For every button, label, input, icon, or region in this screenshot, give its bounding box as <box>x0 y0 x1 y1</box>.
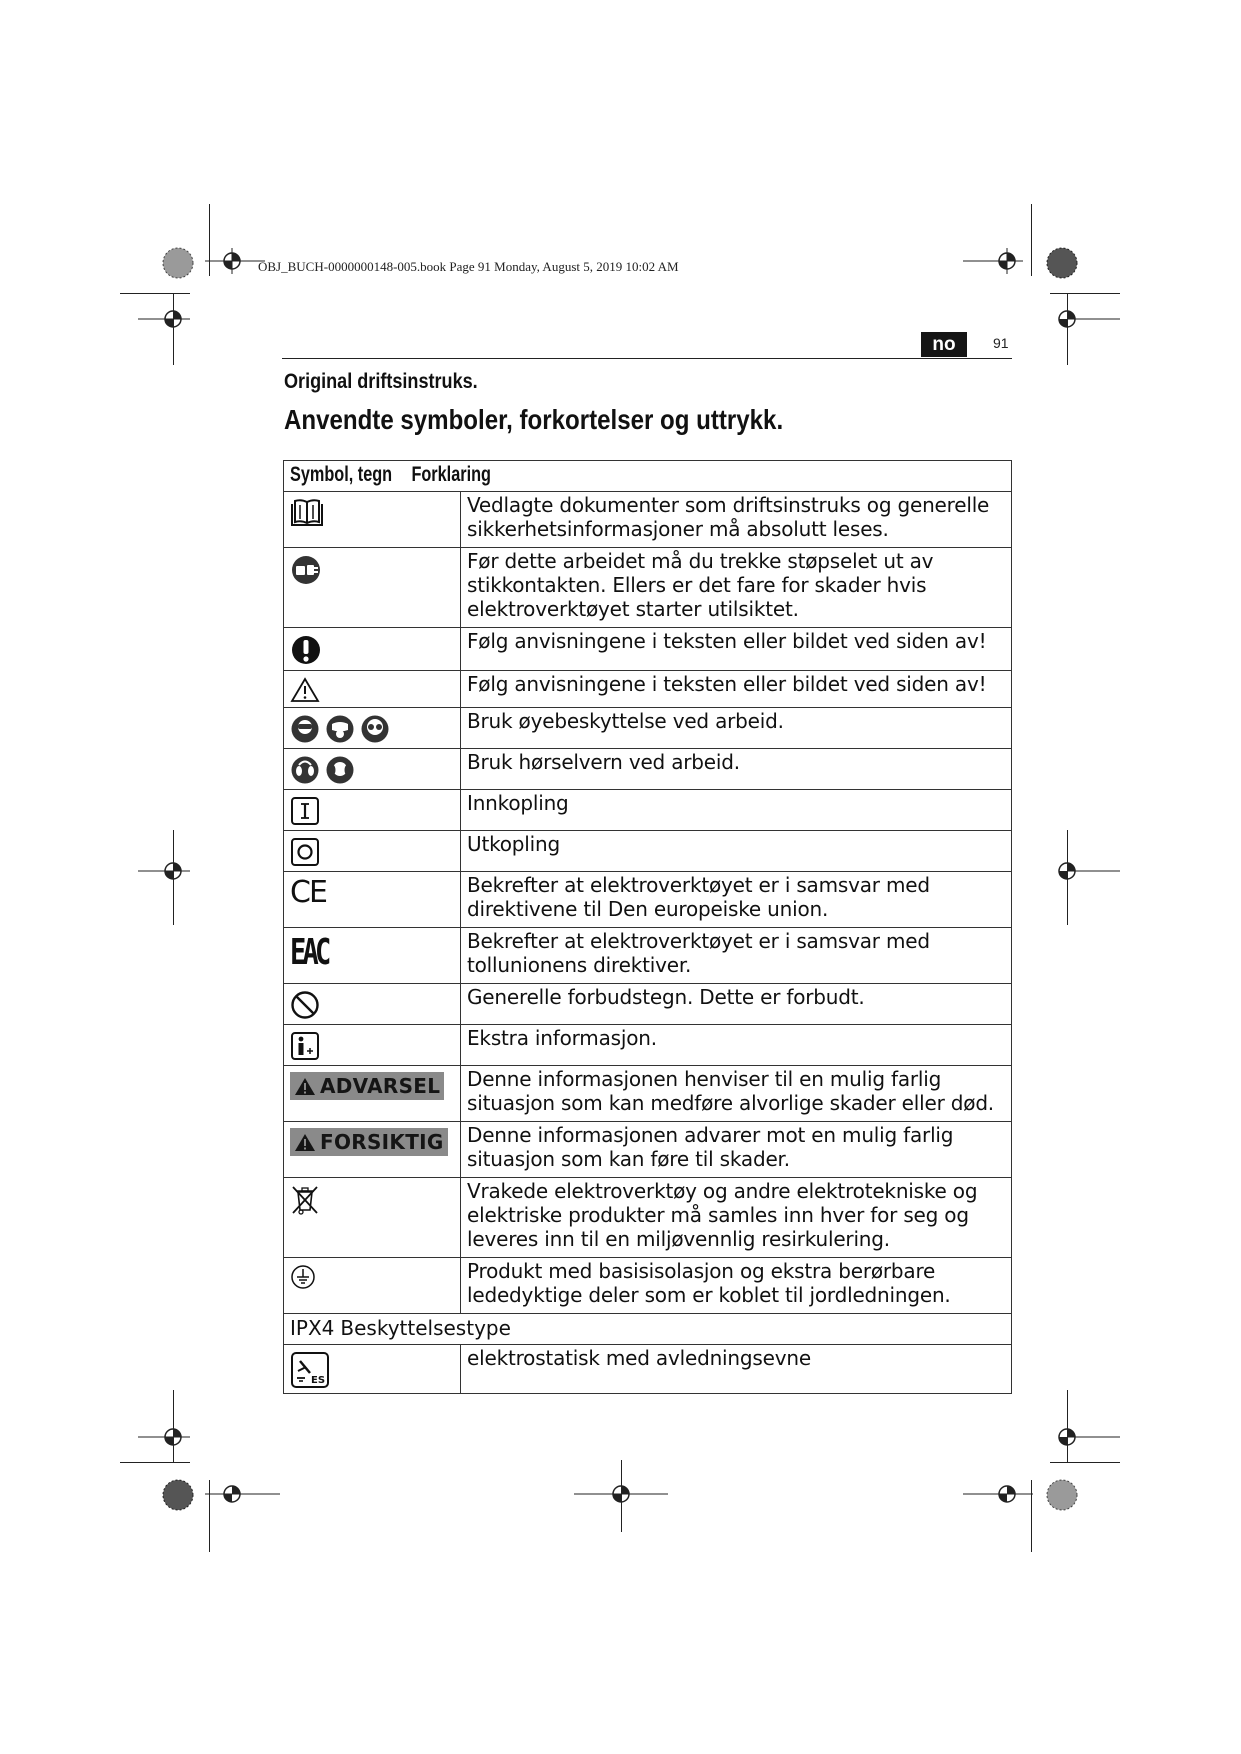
explanation-cell: Vedlagte dokumenter som driftsinstruks og generelle sikkerhetsinformasjoner må absolutt leses. <box>461 492 1012 548</box>
ipx4-cell <box>284 1314 1012 1345</box>
dark-disc-icon <box>162 1479 194 1511</box>
unplug-icon <box>290 554 322 586</box>
symbol-cell <box>284 708 461 749</box>
symbols-table <box>283 460 1012 1394</box>
switch-on-icon <box>290 796 320 826</box>
explanation-cell: Bruk øyebeskyttelse ved arbeid. <box>461 708 1012 749</box>
symbol-cell <box>284 1178 461 1258</box>
header-symbol: Symbol, tegn <box>290 463 393 486</box>
registration-mark-icon <box>138 306 208 332</box>
table-row <box>284 628 1012 671</box>
caution-signal-label <box>290 1128 448 1156</box>
table-row <box>284 928 1012 984</box>
switch-off-icon <box>290 837 320 867</box>
symbol-cell <box>284 492 461 548</box>
warning-triangle-icon <box>290 677 320 703</box>
warning-signal-word: ADVARSEL <box>320 1074 441 1098</box>
header-rule <box>282 358 1012 359</box>
eye-protection-icons <box>290 714 390 744</box>
document-subtitle: Original driftsinstruks. <box>284 370 478 393</box>
explanation-cell: Produkt med basisisolasjon og ekstra berørbare lededyktige deler som er koblet til jordledningen. <box>461 1258 1012 1314</box>
page-number: 91 <box>993 335 1009 351</box>
symbol-cell <box>284 749 461 790</box>
registration-mark-icon <box>205 248 265 274</box>
explanation-cell: Følg anvisningene i teksten eller bildet ved siden av! <box>461 628 1012 671</box>
explanation-cell: Vrakede elektroverktøy og andre elektrotekniske og elektriske produkter må samles inn hver for seg og leveres inn til en miljøvennlig resirkulering. <box>461 1178 1012 1258</box>
table-row <box>284 1066 1012 1122</box>
exclamation-circle-icon <box>290 634 322 666</box>
language-badge: no <box>921 332 967 357</box>
table-row <box>284 708 1012 749</box>
table-row <box>284 1122 1012 1178</box>
explanation-cell: Bekrefter at elektroverktøyet er i samsvar med tollunionens direktiver. <box>461 928 1012 984</box>
warning-triangle-icon <box>294 1077 316 1096</box>
registration-mark-icon <box>138 1424 208 1450</box>
symbol-cell <box>284 831 461 872</box>
registration-mark-icon <box>1050 858 1120 884</box>
gray-disc-icon <box>162 247 194 279</box>
symbol-cell <box>284 548 461 628</box>
explanation-cell: Generelle forbudstegn. Dette er forbudt. <box>461 984 1012 1025</box>
symbol-cell <box>284 1066 461 1122</box>
registration-mark-icon <box>1050 1424 1120 1450</box>
table-row <box>284 671 1012 708</box>
table-row <box>284 831 1012 872</box>
page-title: Anvendte symboler, forkortelser og uttrykk. <box>284 404 784 435</box>
warning-triangle-icon <box>294 1133 316 1152</box>
table-row <box>284 1178 1012 1258</box>
symbol-cell <box>284 1025 461 1066</box>
symbol-cell <box>284 790 461 831</box>
hearing-protection-icons <box>290 755 356 785</box>
explanation-cell: Utkopling <box>461 831 1012 872</box>
gray-disc-icon <box>1046 1479 1078 1511</box>
symbol-cell <box>284 1345 461 1394</box>
table-header-row <box>284 461 1012 492</box>
explanation-cell: Bekrefter at elektroverktøyet er i samsvar med direktivene til Den europeiske union. <box>461 872 1012 928</box>
symbol-cell <box>284 671 461 708</box>
symbol-cell <box>284 1122 461 1178</box>
table-header <box>284 461 1012 492</box>
es-label: ES <box>311 1375 326 1386</box>
registration-mark-icon <box>963 248 1023 274</box>
ce-mark-icon: CE <box>290 875 326 910</box>
symbol-cell <box>284 628 461 671</box>
symbol-cell <box>284 1258 461 1314</box>
print-header: OBJ_BUCH-0000000148-005.book Page 91 Monday, August 5, 2019 10:02 AM <box>258 259 679 274</box>
eac-mark-icon: EAC <box>290 932 328 973</box>
table-row <box>284 1314 1012 1345</box>
explanation-cell: Ekstra informasjon. <box>461 1025 1012 1066</box>
explanation-cell: Denne informasjonen advarer mot en mulig farlig situasjon som kan føre til skader. <box>461 1122 1012 1178</box>
symbol-cell <box>284 872 461 928</box>
explanation-cell: elektrostatisk med avledningsevne <box>461 1345 1012 1394</box>
table-row <box>284 1345 1012 1394</box>
ipx4-explanation: Beskyttelsestype <box>340 1316 511 1340</box>
explanation-cell: Innkopling <box>461 790 1012 831</box>
table-row <box>284 1025 1012 1066</box>
registration-mark-icon <box>1050 306 1120 332</box>
warning-signal-label <box>290 1072 444 1100</box>
explanation-cell: Denne informasjonen henviser til en mulig farlig situasjon som kan medføre alvorlige skader eller død. <box>461 1066 1012 1122</box>
table-row <box>284 872 1012 928</box>
table-row <box>284 984 1012 1025</box>
manual-book-icon <box>290 498 324 528</box>
registration-mark-icon <box>205 1481 280 1507</box>
table-row <box>284 790 1012 831</box>
ipx4-symbol: IPX4 <box>290 1316 335 1340</box>
header-explanation: Forklaring <box>411 463 491 486</box>
explanation-cell: Før dette arbeidet må du trekke støpselet ut av stikkontakten. Ellers er det fare for skader hvis elektroverktøyet starter utilsiktet. <box>461 548 1012 628</box>
prohibition-icon <box>290 990 320 1020</box>
table-row <box>284 492 1012 548</box>
symbol-cell <box>284 928 461 984</box>
caution-signal-word: FORSIKTIG <box>320 1130 444 1154</box>
explanation-cell: Følg anvisningene i teksten eller bildet ved siden av! <box>461 671 1012 708</box>
table-row <box>284 749 1012 790</box>
registration-mark-icon <box>963 1481 1033 1507</box>
symbol-cell <box>284 984 461 1025</box>
protective-earth-icon <box>290 1264 316 1290</box>
explanation-cell: Bruk hørselvern ved arbeid. <box>461 749 1012 790</box>
weee-bin-icon <box>290 1184 320 1216</box>
table-row <box>284 1258 1012 1314</box>
dark-disc-icon <box>1046 247 1078 279</box>
electrostatic-es-icon <box>290 1351 330 1389</box>
info-icon <box>290 1031 320 1061</box>
table-row <box>284 548 1012 628</box>
